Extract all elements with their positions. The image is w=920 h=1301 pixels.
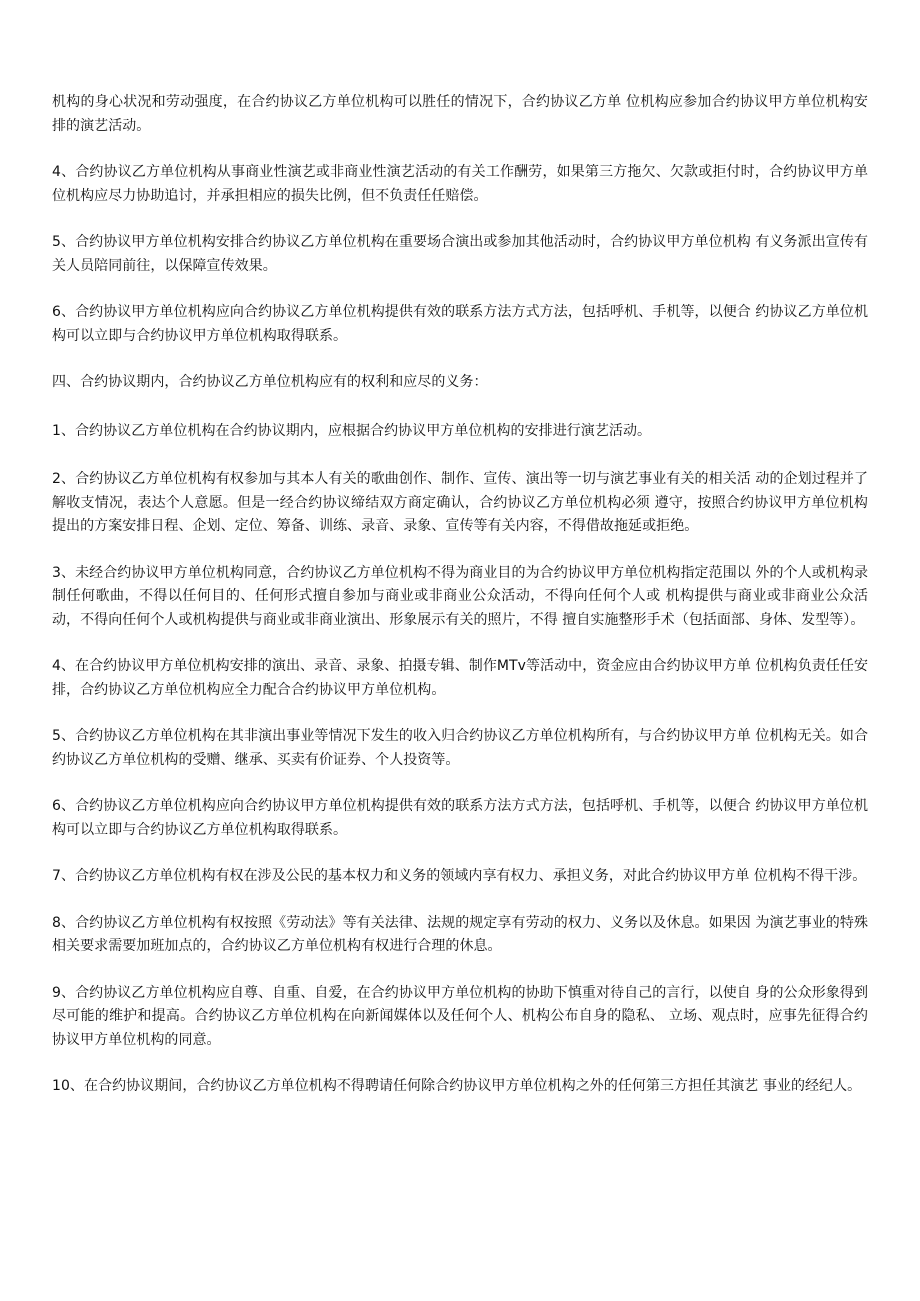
paragraph-clause-4-8: 8、合约协议乙方单位机构有权按照《劳动法》等有关法律、法规的规定享有劳动的权力、义务以及休息。如果因 为演艺事业的特殊相关要求需要加班加点的，合约协议乙方单位机构有权进行合理的休息。 xyxy=(52,914,868,954)
paragraph-clause-4-7: 7、合约协议乙方单位机构有权在涉及公民的基本权力和义务的领域内享有权力、承担义务，对此合约协议甲方单 位机构不得干涉。 xyxy=(52,868,867,884)
paragraph-clause-4-3: 3、未经合约协议甲方单位机构同意，合约协议乙方单位机构不得为商业目的为合约协议甲方单位机构指定范围以 外的个人或机构录制任何歌曲，不得以任何目的、任何形式擅自参加与商业或非商业公众活动，不得向任何个人或 机构提供与商业或非商业公众活动，不得向任何个人或机构提供与商业或非商业演出、形象展示有关的照片，不得 擅自实施整形手术（包括面部、身体、发型等）。 xyxy=(52,564,868,628)
paragraph-clause-3-5: 5、合约协议甲方单位机构安排合约协议乙方单位机构在重要场合演出或参加其他活动时，合约协议甲方单位机构 有义务派出宣传有关人员陪同前往，以保障宣传效果。 xyxy=(52,234,868,274)
paragraph-clause-3-6: 6、合约协议甲方单位机构应向合约协议乙方单位机构提供有效的联系方法方式方法，包括呼机、手机等，以便合 约协议乙方单位机构可以立即与合约协议甲方单位机构取得联系。 xyxy=(52,304,868,344)
paragraph-clause-4-10: 10、在合约协议期间，合约协议乙方单位机构不得聘请任何除合约协议甲方单位机构之外的任何第三方担任其演艺 事业的经纪人。 xyxy=(52,1078,862,1094)
section-heading-4: 四、合约协议期内，合约协议乙方单位机构应有的权利和应尽的义务： xyxy=(52,374,488,390)
paragraph-clause-4-4: 4、在合约协议甲方单位机构安排的演出、录音、录象、拍摄专辑、制作MTv等活动中，资金应由合约协议甲方单 位机构负责任任安排，合约协议乙方单位机构应全力配合合约协议甲方单位机构。 xyxy=(52,658,868,698)
paragraph-clause-3-4: 4、合约协议乙方单位机构从事商业性演艺或非商业性演艺活动的有关工作酬劳，如果第三方拖欠、欠款或拒付时，合约协议甲方单位机构应尽力协助追讨，并承担相应的损失比例，但不负责任任赔偿。 xyxy=(52,164,868,204)
paragraph-continuation: 机构的身心状况和劳动强度，在合约协议乙方单位机构可以胜任的情况下，合约协议乙方单 位机构应参加合约协议甲方单位机构安排的演艺活动。 xyxy=(52,94,868,134)
paragraph-clause-4-9: 9、合约协议乙方单位机构应自尊、自重、自爱，在合约协议甲方单位机构的协助下慎重对待自己的言行，以使自 身的公众形象得到尽可能的维护和提高。合约协议乙方单位机构在向新闻媒体以及任何个人、机构公布自身的隐私、 立场、观点时，应事先征得合约协议甲方单位机构的同意。 xyxy=(52,984,868,1048)
paragraph-clause-4-2: 2、合约协议乙方单位机构有权参加与其本人有关的歌曲创作、制作、宣传、演出等一切与演艺事业有关的相关活 动的企划过程并了解收支情况，表达个人意愿。但是一经合约协议缔结双方商定确认，合约协议乙方单位机构必须 遵守，按照合约协议甲方单位机构提出的方案安排日程、企划、定位、筹备、训练、录音、录象、宣传等有关内容，不得借故拖延或拒绝。 xyxy=(52,471,868,534)
paragraph-clause-4-1: 1、合约协议乙方单位机构在合约协议期内，应根据合约协议甲方单位机构的安排进行演艺活动。 xyxy=(52,422,652,439)
paragraph-clause-4-5: 5、合约协议乙方单位机构在其非演出事业等情况下发生的收入归合约协议乙方单位机构所有，与合约协议甲方单 位机构无关。如合约协议乙方单位机构的受赠、继承、买卖有价证券、个人投资等。 xyxy=(52,728,868,768)
document-page xyxy=(52,91,868,1122)
paragraph-clause-4-6: 6、合约协议乙方单位机构应向合约协议甲方单位机构提供有效的联系方法方式方法，包括呼机、手机等，以便合 约协议甲方单位机构可以立即与合约协议乙方单位机构取得联系。 xyxy=(52,798,868,838)
